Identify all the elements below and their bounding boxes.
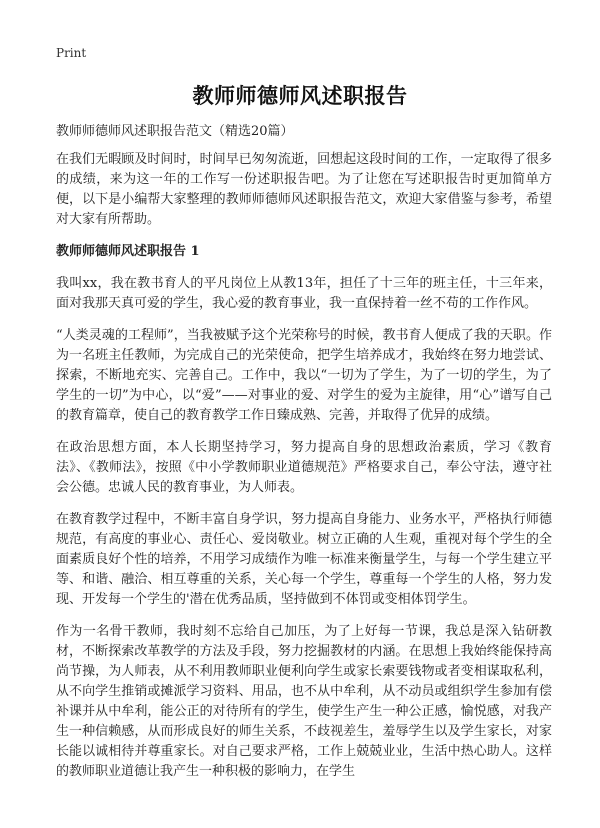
intro-paragraph: 在我们无暇顾及时间时，时间早已匆匆流逝，回想起这段时间的工作，一定取得了很多的成绩，来为这一年的工作写一份述职报告吧。为了让您在写述职报告时更加简单方便，以下是小编帮大家整理的教师师德师风述职报告范文，欢迎大家借鉴与参考，希望对大家有所帮助。: [56, 152, 552, 227]
body-paragraph-5: 作为一名骨干教师，我时刻不忘给自己加压，为了上好每一节课，我总是深入钻研教材，不断探索改革教学的方法及手段，努力挖掘教材的内涵。在思想上我始终能保持高尚节操，为人师表，从不利用教师职业便利向学生或家长索要钱物或者变相谋取私利，从不向学生推销或摊派学习资料、用品，也不从中牟利，从不动员或组织学生参加有偿补课并从中牟利，能公正的对待所有的学生，使学生产生一种公正感，愉悦感，对我产生一种信赖感，从而形成良好的师生关系，不歧视差生，羞辱学生以及学生家长，对家长能以诚相待并尊重家长。对自己要求严格，工作上兢兢业业，生活中热心助人。这样的教师职业道德让我产生一种积极的影响力，在学生: [56, 624, 552, 779]
body-paragraph-2: “人类灵魂的工程师”，当我被赋予这个光荣称号的时候，教书育人便成了我的天职。作为一名班主任教师，为完成自己的光荣使命，把学生培养成才，我始终在努力地尝试、探索，不断地充实、完善自己。工作中，我以“一切为了学生，为了一切的学生，为了学生的一切”为中心，以“爱”——对事业的爱、对学生的爱为主旋律，用“心”谱写自己的教育篇章，使自己的教育教学工作日臻成熟、完善，并取得了优异的成绩。: [56, 328, 552, 423]
body-paragraph-4: 在教育教学过程中，不断丰富自身学识，努力提高自身能力、业务水平，严格执行师德规范，有高度的事业心、责任心、爱岗敬业。树立正确的人生观，重视对每个学生的全面素质良好个性的培养，不用学习成绩作为唯一标准来衡量学生，与每一个学生建立平等、和谐、融洽、相互尊重的关系，关心每一个学生，尊重每一个学生的人格，努力发现、开发每一个学生的'潜在优秀品质，坚持做到不体罚或变相体罚学生。: [56, 512, 552, 607]
body-paragraph-1: 我叫xx，我在教书育人的平凡岗位上从教13年，担任了十三年的班主任，十三年来，面对我那天真可爱的学生，我心爱的教育事业，我一直保持着一丝不苟的工作作风。: [56, 276, 552, 311]
section-heading: 教师师德师风述职报告 1: [56, 244, 200, 259]
body-paragraph-3: 在政治思想方面，本人长期坚持学习，努力提高自身的思想政治素质，学习《教育法》、《教师法》，按照《中小学教师职业道德规范》严格要求自己，奉公守法，遵守社会公德。忠诚人民的教育事业，为人师表。: [56, 440, 552, 495]
article-body: [56, 150, 552, 794]
subtitle: 教师师德师风述职报告范文（精选20篇）: [56, 124, 294, 139]
page-title: 教师师德师风述职报告: [192, 83, 408, 108]
print-link[interactable]: Print: [56, 46, 87, 60]
